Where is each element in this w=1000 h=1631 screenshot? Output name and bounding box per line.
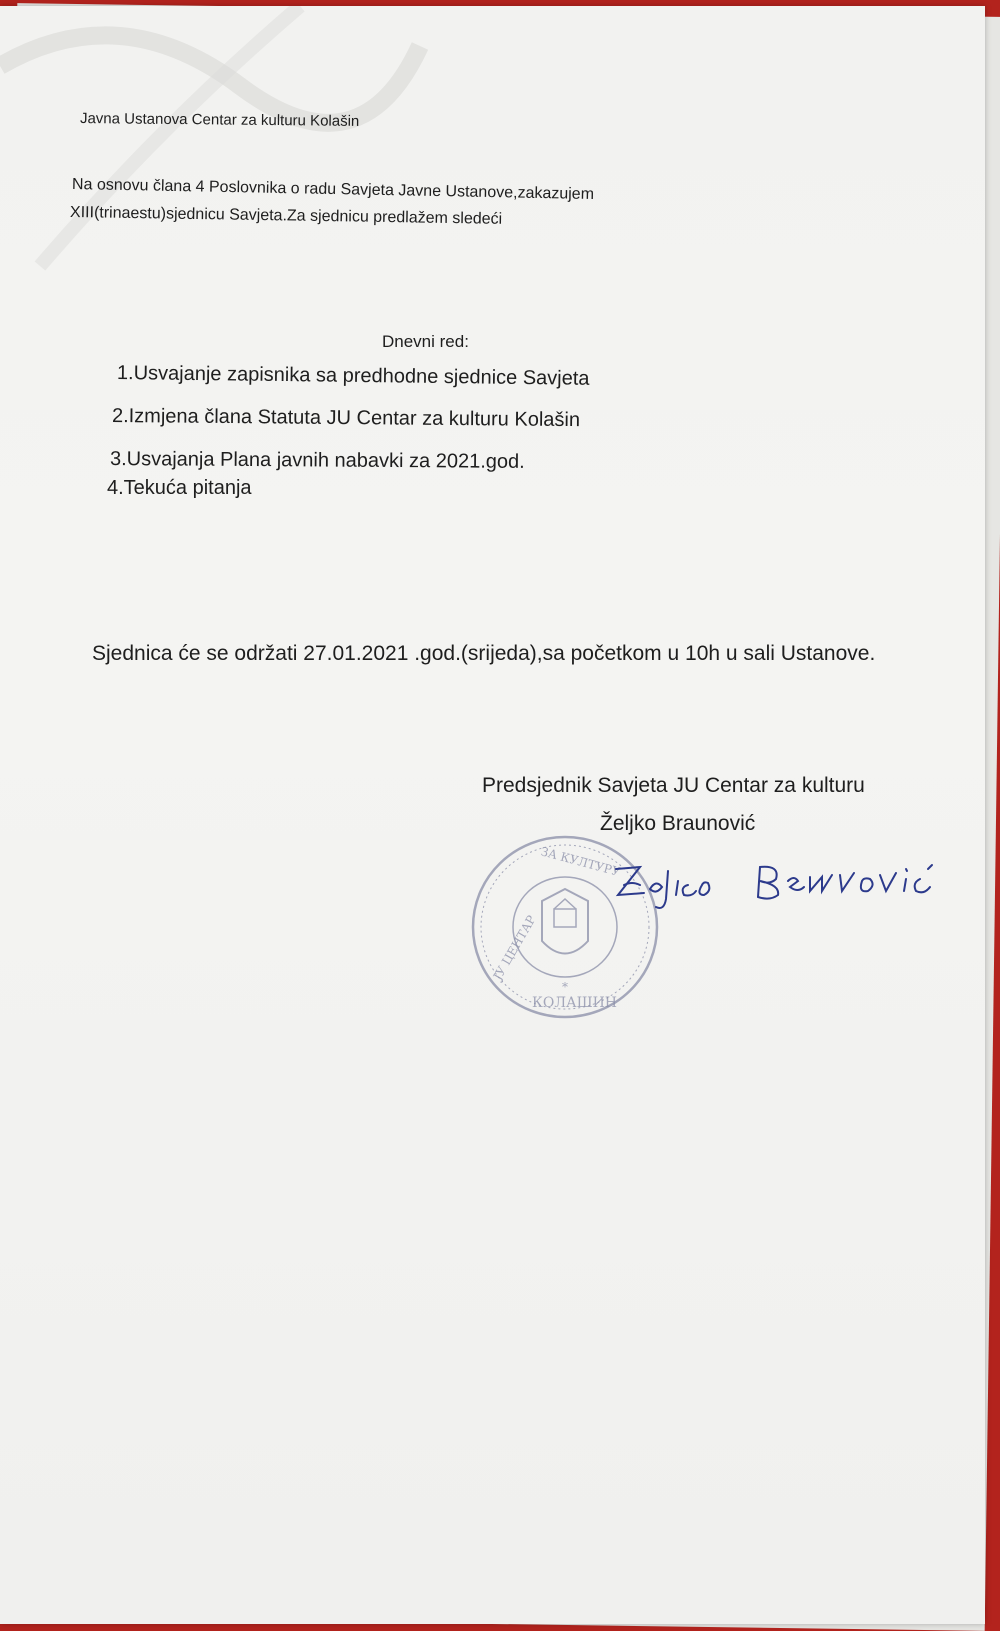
svg-text:*: * [562, 980, 568, 994]
signer-name: Željko Braunović [600, 812, 756, 835]
agenda-item: 1.Usvajanje zapisnika sa predhodne sjednice Savjeta [116, 362, 590, 390]
handwritten-signature [610, 851, 970, 921]
svg-text:КОЛАШИН: КОЛАШИН [532, 995, 617, 1011]
signer-title: Predsjednik Savjeta JU Centar za kulturu [482, 774, 865, 797]
svg-text:ЗА КУЛТУРУ: ЗА КУЛТУРУ [539, 844, 622, 880]
intro-line-1: Na osnovu člana 4 Poslovnika o radu Savjeta Javne Ustanove,zakazujem [71, 176, 595, 204]
document-page [0, 6, 985, 1624]
agenda-item: 3.Usvajanja Plana javnih nabavki za 2021.god. [109, 448, 525, 473]
intro-line-2: XIII(trinaestu)sjednicu Savjeta.Za sjednicu predlažem sledeći [69, 204, 503, 228]
organization-header: Javna Ustanova Centar za kulturu Kolašin [79, 110, 360, 130]
svg-text:ЈУ ЦЕНТАР: ЈУ ЦЕНТАР [490, 913, 539, 983]
agenda-item: 2.Izmjena člana Statuta JU Centar za kulturu Kolašin [111, 405, 581, 432]
session-announcement: Sjednica će se održati 27.01.2021 .god.(srijeda),sa početkom u 10h u sali Ustanove. [92, 642, 876, 665]
background-watermark-lines [0, 6, 985, 306]
agenda-item: 4.Tekuća pitanja [107, 477, 252, 499]
agenda-title: Dnevni red: [382, 332, 469, 351]
